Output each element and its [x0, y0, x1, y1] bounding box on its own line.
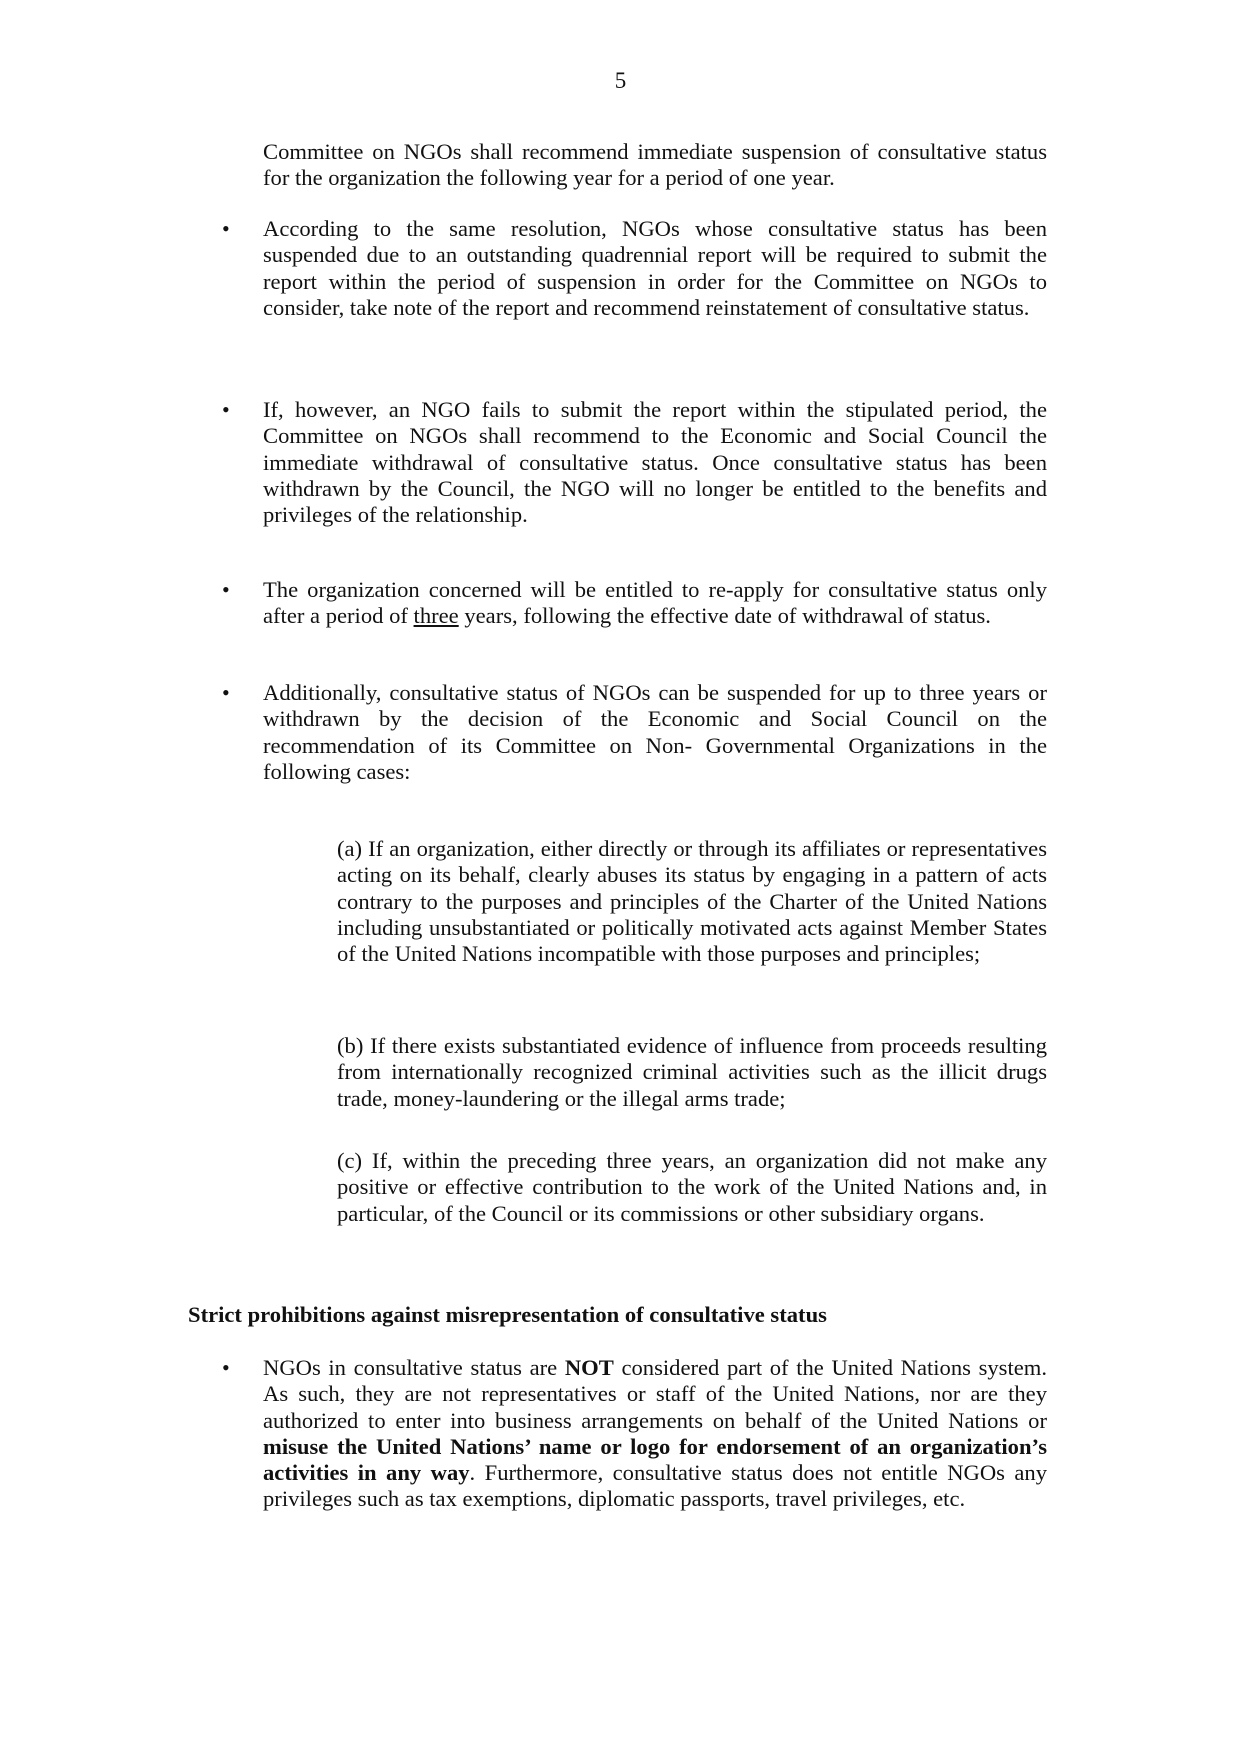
bullet-icon: • — [222, 680, 230, 705]
bullet-icon: • — [222, 397, 230, 422]
reapply-text-before: The organization concerned will be entitled to re-apply for consultative status only after a period of — [263, 577, 1047, 629]
bullet-item-reapply — [263, 577, 1047, 630]
bullet-item-reinstatement: According to the same resolution, NGOs whose consultative status has been suspended due to an outstanding quadrennial report will be required to submit the report within the period of suspension in order for the Committee on NGOs to consider, take note of the report and recommend reinstatement of consultative status. — [263, 216, 1047, 320]
prohibition-text-3: . Furthermore, consultative status does not entitle NGOs any privileges such as tax exemptions, diplomatic passports, travel privileges, etc. — [263, 1460, 1048, 1512]
case-b: (b) If there exists substantiated evidence of influence from proceeds resulting from internationally recognized criminal activities such as the illicit drugs trade, money-laundering or the illegal arms trade; — [337, 1033, 1047, 1111]
case-a: (a) If an organization, either directly or through its affiliates or representatives acting on its behalf, clearly abuses its status by engaging in a pattern of acts contrary to the purposes and principles of the Charter of the United Nations including unsubstantiated or politically motivated acts against Member States of the United Nations incompatible with those purposes and principles; — [337, 836, 1047, 967]
bullet-item-not-un-system — [263, 1355, 1047, 1513]
bullet-icon: • — [222, 577, 230, 602]
reapply-text-after: years, following the effective date of withdrawal of status. — [458, 603, 991, 629]
reapply-underlined-three: three — [413, 603, 459, 629]
section-heading: Strict prohibitions against misrepresentation of consultative status — [188, 1302, 827, 1327]
continuation-paragraph: Committee on NGOs shall recommend immediate suspension of consultative status for the organization the following year for a period of one year. — [263, 139, 1047, 191]
case-c: (c) If, within the preceding three years, an organization did not make any positive or effective contribution to the work of the United Nations and, in particular, of the Council or its commissions or other subsidiary organs. — [337, 1148, 1047, 1226]
prohibition-text-2: considered part of the United Nations system. As such, they are not representatives or staff of the United Nations, nor are they authorized to enter into business arrangements on behalf of the United Nations or — [263, 1355, 1047, 1433]
bullet-item-additionally: Additionally, consultative status of NGOs can be suspended for up to three years or withdrawn by the decision of the Economic and Social Council on the recommendation of its Committee on Non- Governmental Organizations in the following cases: — [263, 680, 1047, 784]
page-number: 5 — [614, 68, 627, 93]
prohibition-text-1: NGOs in consultative status are — [263, 1355, 565, 1380]
bullet-icon: • — [222, 1355, 230, 1380]
prohibition-bold-not: NOT — [564, 1355, 614, 1380]
bullet-item-withdrawal: If, however, an NGO fails to submit the report within the stipulated period, the Committee on NGOs shall recommend to the Economic and Social Council the immediate withdrawal of consultative status. Once consultative status has been withdrawn by the Council, the NGO will no longer be entitled to the benefits and privileges of the relationship. — [263, 397, 1047, 528]
bullet-icon: • — [222, 216, 230, 241]
prohibition-bold-misuse: misuse the United Nations’ name or logo for endorsement of an organization’s activities in any way — [263, 1433, 1047, 1486]
